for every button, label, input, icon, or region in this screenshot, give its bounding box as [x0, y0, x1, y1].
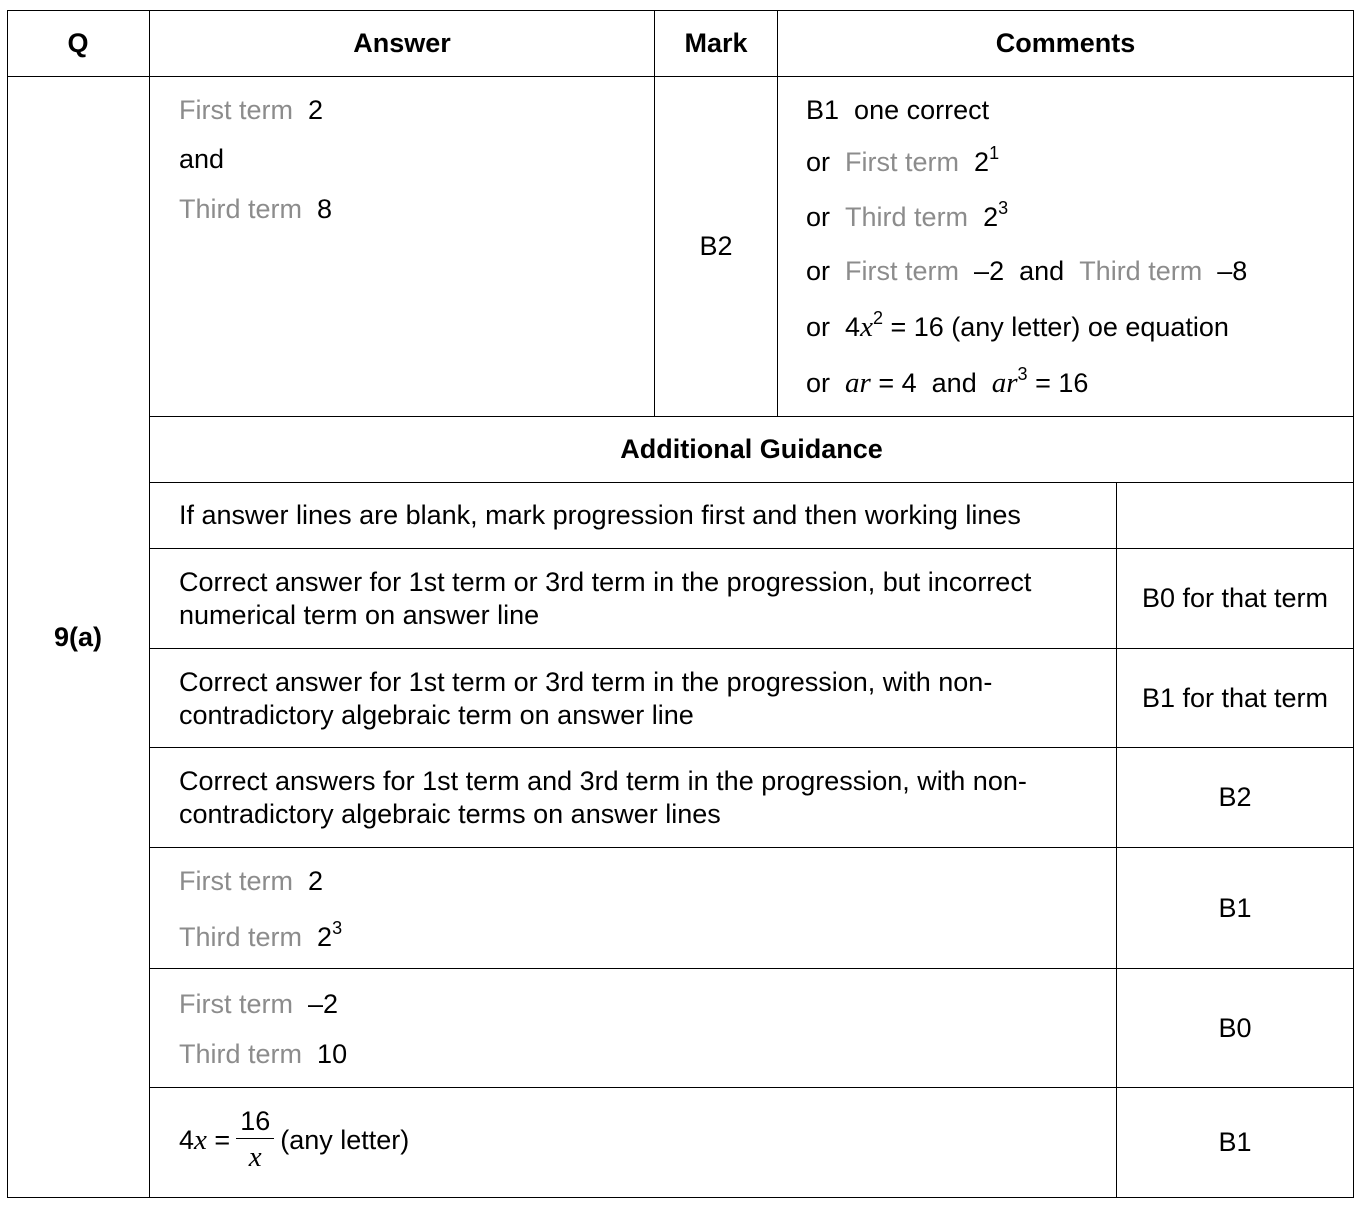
fraction-denominator: x: [248, 1141, 262, 1173]
header-answer: Answer: [150, 10, 655, 77]
header-mark: Mark: [655, 10, 778, 77]
comment-line-3: [806, 198, 1009, 232]
third-term-value: 10: [317, 1039, 348, 1069]
example-third-term: [179, 1041, 347, 1068]
fraction-numerator: 16: [236, 1108, 274, 1139]
first-term-label: First term: [179, 95, 293, 125]
answer-first-term: [179, 97, 323, 124]
equation-coefficient: 4: [179, 1124, 195, 1155]
third-term-exponent: 3: [332, 918, 343, 938]
third-term-label: Third term: [179, 1039, 303, 1069]
guidance-text: If answer lines are blank, mark progression first and then working lines: [179, 500, 1021, 530]
comment-or: or: [806, 202, 831, 232]
guidance-row-mark: [1117, 483, 1354, 549]
comment-base: 2: [983, 202, 999, 232]
comment-or: or: [806, 312, 831, 342]
comment-variable: ar: [845, 367, 871, 399]
comment-first-label: First term: [845, 147, 960, 177]
guidance-example-1: [150, 848, 1117, 969]
guidance-text: Correct answers for 1st term and 3rd term in the progression, with non-contradictory algebraic terms on answer lines: [179, 766, 1027, 829]
guidance-row-text: [150, 483, 1117, 549]
first-term-label: First term: [179, 989, 293, 1019]
equation-variable: x: [194, 1123, 207, 1156]
comment-code: B1: [806, 95, 840, 125]
comment-line-6: [806, 364, 1089, 399]
comment-equation: = 4: [878, 368, 917, 398]
first-term-value: –2: [308, 989, 339, 1019]
header-q: Q: [7, 10, 150, 77]
comment-exponent: 1: [989, 143, 1000, 163]
comment-or: or: [806, 368, 831, 398]
comment-variable: ar: [991, 367, 1018, 399]
answer-and: and: [179, 144, 225, 174]
first-term-label: First term: [179, 866, 293, 896]
example-third-term: [179, 918, 343, 952]
equation-equals: =: [214, 1124, 231, 1155]
guidance-row-text: [150, 649, 1117, 748]
comment-exponent: 3: [998, 198, 1009, 218]
comment-and: and: [1019, 256, 1065, 286]
comment-third-label: Third term: [1079, 256, 1203, 286]
comment-third-value: –8: [1217, 256, 1248, 286]
comments-cell: [778, 77, 1354, 417]
third-term-base: 2: [317, 922, 333, 952]
comment-line-4: [806, 258, 1247, 285]
third-term-label: Third term: [179, 194, 303, 224]
comment-equation-rest: = 16 (any letter) oe equation: [890, 312, 1229, 342]
comment-line-1: [806, 97, 989, 124]
guidance-row-mark: B2: [1117, 748, 1354, 848]
comment-exponent: 3: [1017, 364, 1028, 384]
third-term-label: Third term: [179, 922, 303, 952]
guidance-text: Correct answer for 1st term or 3rd term in the progression, with non-contradictory algebraic term on answer line: [179, 667, 993, 730]
comment-variable: x: [860, 311, 873, 343]
equation-note: (any letter): [280, 1124, 410, 1155]
comment-text: one correct: [854, 95, 990, 125]
guidance-text: Correct answer for 1st term or 3rd term in the progression, but incorrect numerical term on answer line: [179, 567, 1032, 630]
comment-line-5: [806, 308, 1229, 343]
first-term-value: 2: [308, 866, 324, 896]
equation-fraction: [236, 1108, 274, 1172]
example-3-mark: B1: [1117, 1088, 1354, 1198]
comment-line-2: [806, 143, 1000, 177]
guidance-example-2: [150, 969, 1117, 1088]
example-equation: [179, 1108, 409, 1172]
comment-equation: = 16: [1035, 368, 1089, 398]
guidance-row-mark: B1 for that term: [1117, 649, 1354, 748]
comment-or: or: [806, 256, 831, 286]
comment-exponent: 2: [872, 308, 883, 328]
comment-or: or: [806, 147, 831, 177]
guidance-title: Additional Guidance: [150, 417, 1354, 483]
comment-and: and: [931, 368, 977, 398]
mark-scheme-table: [7, 10, 1354, 1198]
answer-third-term: [179, 196, 332, 223]
guidance-example-3: [150, 1088, 1117, 1198]
comment-third-label: Third term: [845, 202, 969, 232]
first-term-value: 2: [308, 95, 324, 125]
question-label: 9(a): [7, 77, 150, 1198]
comment-base: 2: [974, 147, 990, 177]
comment-coefficient: 4: [845, 312, 861, 342]
example-1-mark: B1: [1117, 848, 1354, 969]
header-comments: Comments: [778, 10, 1354, 77]
comment-first-label: First term: [845, 256, 960, 286]
third-term-value: 8: [317, 194, 333, 224]
guidance-row-text: [150, 748, 1117, 848]
guidance-row-text: [150, 549, 1117, 649]
comment-first-value: –2: [974, 256, 1005, 286]
example-first-term: [179, 868, 323, 895]
answer-cell: [150, 77, 655, 417]
mark-cell: B2: [655, 77, 778, 417]
guidance-row-mark: B0 for that term: [1117, 549, 1354, 649]
example-first-term: [179, 991, 338, 1018]
example-2-mark: B0: [1117, 969, 1354, 1088]
